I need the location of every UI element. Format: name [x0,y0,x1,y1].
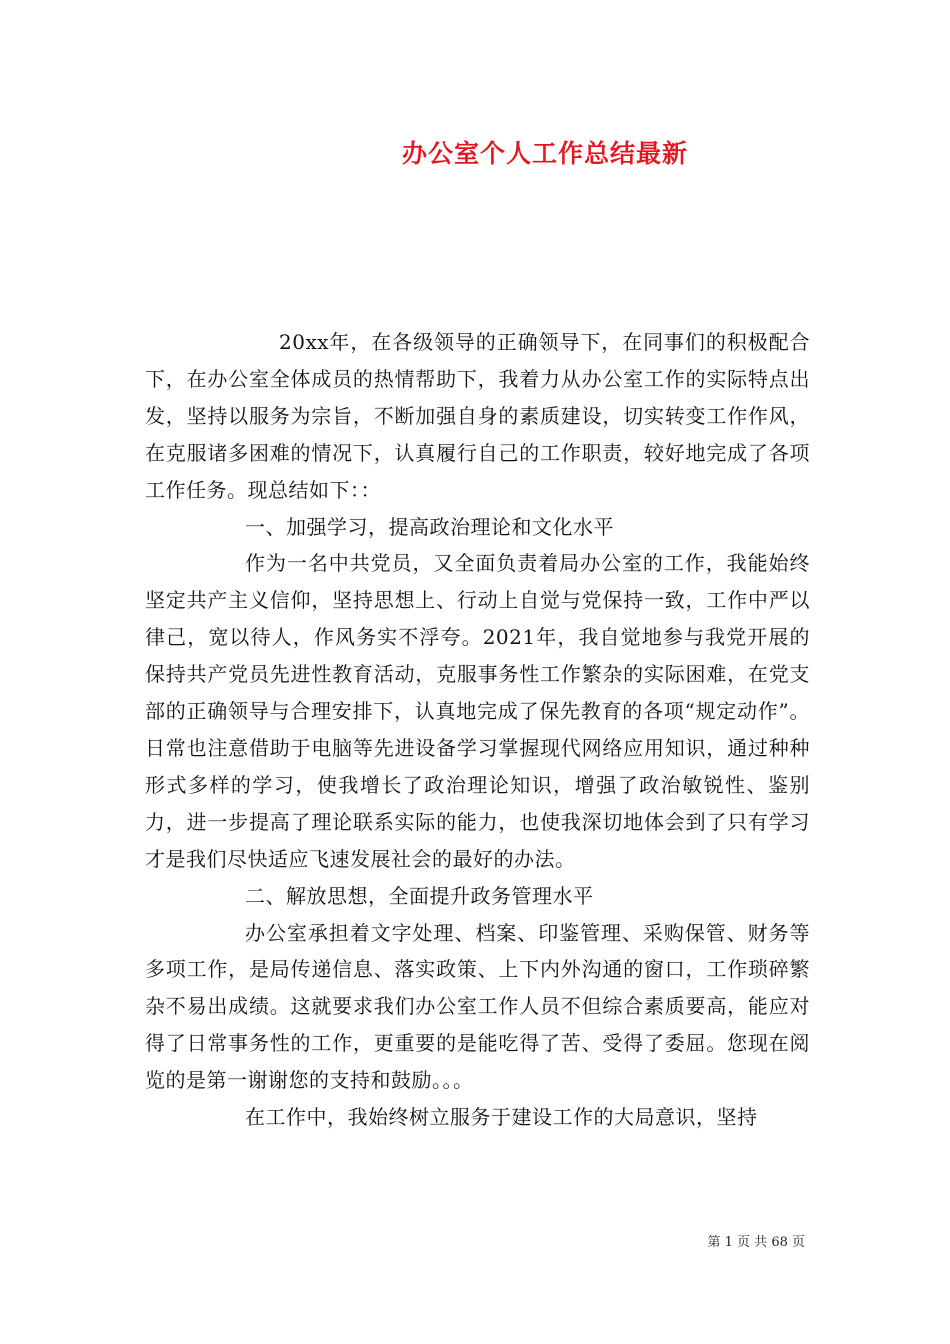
section-1-paragraph: 作为一名中共党员，又全面负责着局办公室的工作，我能始终坚定共产主义信仰，坚持思想上、行动上自觉与党保持一致，工作中严以律己，宽以待人，作风务实不浮夸。2021年，我自觉地参与我党开展的保持共产党员先进性教育活动，克服事务性工作繁杂的实际困难，在党支部的正确领导与合理安排下，认真地完成了保先教育的各项“规定动作”。日常也注意借助于电脑等先进设备学习掌握现代网络应用知识，通过种种形式多样的学习，使我增长了政治理论知识，增强了政治敏锐性、鉴别力，进一步提高了理论联系实际的能力，也使我深切地体会到了只有学习才是我们尽快适应飞速发展社会的最好的办法。 [145,551,810,871]
intro-paragraph: 20xx年，在各级领导的正确领导下，在同事们的积极配合下，在办公室全体成员的热情帮助下，我着力从办公室工作的实际特点出发，坚持以服务为宗旨，不断加强自身的素质建设，切实转变工作作风，在克服诸多困难的情况下，认真履行自己的工作职责，较好地完成了各项工作任务。现总结如下：： [145,330,810,502]
section-heading-1: 一、加强学习，提高政治理论和文化水平 [245,514,614,539]
section-2-paragraph-continued: 在工作中，我始终树立服务于建设工作的大局意识，坚持 [245,1105,758,1130]
section-heading-2: 二、解放思想，全面提升政务管理水平 [245,883,594,908]
section-2-paragraph: 办公室承担着文字处理、档案、印鉴管理、采购保管、财务等多项工作，是局传递信息、落实政策、上下内外沟通的窗口，工作琐碎繁杂不易出成绩。这就要求我们办公室工作人员不但综合素质要高，能应对得了日常事务性的工作，更重要的是能吃得了苦、受得了委屈。您现在阅览的是第一谢谢您的支持和鼓励。。。 [145,920,810,1093]
document-body [145,324,810,1136]
page-title: 办公室个人工作总结最新 [401,139,688,168]
page-number-footer: 第 1 页 共 68 页 [707,1235,805,1250]
